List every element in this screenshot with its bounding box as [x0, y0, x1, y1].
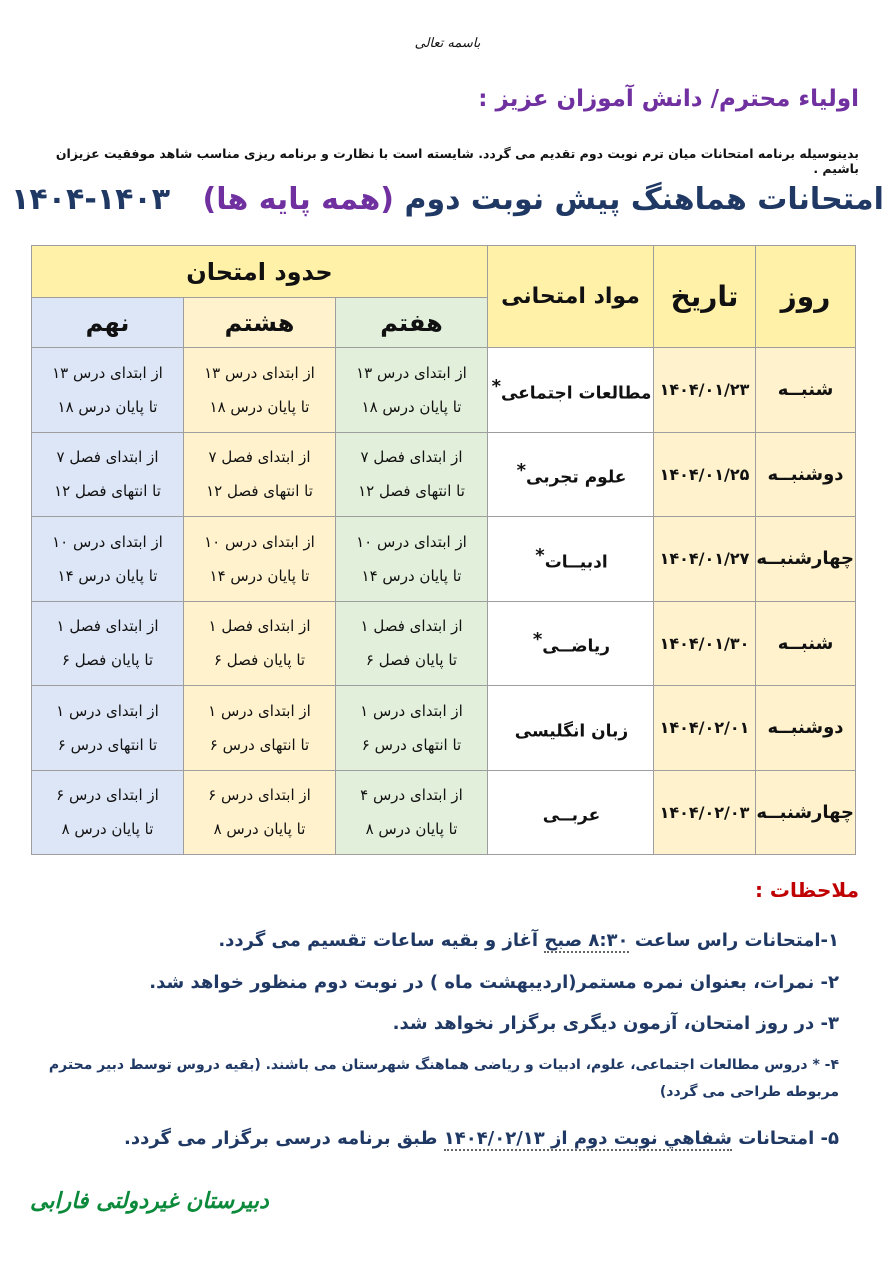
range-from: از ابتدای درس ۱۰ — [356, 532, 467, 551]
range-cell-g8 — [184, 432, 336, 517]
page-title — [0, 182, 895, 217]
subject-cell — [488, 432, 654, 517]
subject-cell — [488, 348, 654, 433]
header-grade7: هفتم — [336, 298, 488, 348]
range-cell-g8 — [184, 517, 336, 602]
note-4: ۴- * دروس مطالعات اجتماعی، علوم، ادبیات و ریاضی هماهنگ شهرستان می باشند. (بقیه دروس توسط دبیر محترم مربوطه طراحی می گردد) — [48, 1057, 839, 1100]
range-from: از ابتدای درس ۶ — [208, 786, 311, 805]
table-row — [32, 601, 856, 686]
range-to: تا انتهای فصل ۱۲ — [54, 482, 161, 501]
range-cell-g7 — [336, 601, 488, 686]
subject-name: عربــی — [542, 806, 601, 827]
range-from: از ابتدای درس ۱ — [360, 701, 463, 720]
range-to: تا پایان فصل ۶ — [61, 651, 154, 670]
range-to: تا پایان درس ۱۴ — [209, 566, 310, 585]
range-to: تا پایان فصل ۶ — [365, 651, 458, 670]
note-5-date: شفاهي نوبت دوم از ۱۴۰۴/۰۲/۱۳ — [443, 1128, 732, 1149]
range-cell-g7 — [336, 348, 488, 433]
range-cell-g7 — [336, 770, 488, 855]
note-1-before: ۱-امتحانات راس ساعت — [634, 930, 839, 951]
day-cell: چهارشنبــه — [756, 770, 856, 855]
subject-cell — [488, 770, 654, 855]
day-cell: دوشنبــه — [756, 432, 856, 517]
range-to: تا پایان فصل ۶ — [213, 651, 306, 670]
range-to: تا انتهای درس ۶ — [361, 735, 462, 754]
subject-name: زبان انگلیسی — [514, 721, 629, 742]
greeting: اولیاء محترم/ دانش آموزان عزیز : — [478, 86, 859, 112]
exam-schedule-table — [31, 245, 856, 855]
range-from: از ابتدای درس ۱۳ — [52, 363, 163, 382]
range-to: تا انتهای درس ۶ — [57, 735, 158, 754]
date-cell: ۱۴۰۴/۰۱/۲۷ — [654, 517, 756, 602]
title-paren: (همه پایه ها) — [202, 182, 394, 217]
range-cell-g8 — [184, 686, 336, 771]
note-5-after: طبق برنامه درسی برگزار می گردد. — [124, 1128, 438, 1149]
date-cell: ۱۴۰۴/۰۱/۳۰ — [654, 601, 756, 686]
note-2: ۲- نمرات، بعنوان نمره مستمر(اردیبهشت ماه ) در نوبت دوم منظور خواهد شد. — [149, 972, 839, 993]
range-cell-g8 — [184, 601, 336, 686]
range-to: تا انتهای فصل ۱۲ — [206, 482, 313, 501]
note-3: ۳- در روز امتحان، آزمون دیگری برگزار نخواهد شد. — [392, 1013, 839, 1034]
range-cell-g9 — [32, 601, 184, 686]
range-to: تا پایان درس ۱۸ — [361, 397, 462, 416]
day-cell: شنبــه — [756, 348, 856, 433]
title-year: ۱۴۰۳-۱۴۰۴ — [11, 182, 171, 217]
range-to: تا پایان درس ۱۸ — [57, 397, 158, 416]
top-note: باسمه تعالی — [414, 36, 481, 51]
title-main: امتحانات هماهنگ پیش نوبت دوم — [404, 182, 884, 217]
range-from: از ابتدای درس ۱۳ — [204, 363, 315, 382]
range-to: تا پایان درس ۱۴ — [361, 566, 462, 585]
range-from: از ابتدای فصل ۷ — [208, 448, 311, 467]
range-from: از ابتدای درس ۱۰ — [52, 532, 163, 551]
coordinated-star: * — [532, 629, 543, 651]
note-5 — [124, 1128, 839, 1149]
range-cell-g7 — [336, 686, 488, 771]
coordinated-star: * — [516, 460, 527, 482]
table-row — [32, 348, 856, 433]
range-cell-g9 — [32, 686, 184, 771]
range-from: از ابتدای فصل ۷ — [360, 448, 463, 467]
range-to: تا پایان درس ۸ — [213, 820, 306, 839]
note-5-before: ۵- امتحانات — [738, 1128, 839, 1149]
header-grade9: نهم — [32, 298, 184, 348]
range-from: از ابتدای درس ۶ — [56, 786, 159, 805]
range-from: از ابتدای درس ۱ — [208, 701, 311, 720]
day-cell: چهارشنبــه — [756, 517, 856, 602]
coordinated-star: * — [491, 375, 501, 397]
range-to: تا انتهای فصل ۱۲ — [358, 482, 465, 501]
range-from: از ابتدای فصل ۱ — [208, 617, 311, 636]
header-range: حدود امتحان — [32, 246, 488, 298]
table-row — [32, 770, 856, 855]
coordinated-star: * — [535, 544, 545, 566]
date-cell: ۱۴۰۴/۰۲/۰۱ — [654, 686, 756, 771]
range-to: تا پایان درس ۸ — [61, 820, 154, 839]
day-cell: دوشنبــه — [756, 686, 856, 771]
date-cell: ۱۴۰۴/۰۲/۰۳ — [654, 770, 756, 855]
header-grade8: هشتم — [184, 298, 336, 348]
range-cell-g7 — [336, 432, 488, 517]
intro-text: بدینوسیله برنامه امتحانات میان ترم نوبت دوم تقدیم می گردد. شایسته است با نظارت و برنامه ریزی مناسب شاهد موفقیت عزیزان باشیم . — [55, 146, 859, 176]
day-cell: شنبــه — [756, 601, 856, 686]
table-row — [32, 686, 856, 771]
range-cell-g7 — [336, 517, 488, 602]
subject-name: مطالعات اجتماعی — [500, 383, 652, 404]
table-row — [32, 432, 856, 517]
range-from: از ابتدای درس ۱۰ — [204, 532, 315, 551]
header-date: تاریخ — [654, 246, 756, 348]
note-1-time: ۸:۳۰ صبح — [544, 930, 629, 951]
header-day: روز — [756, 246, 856, 348]
range-from: از ابتدای درس ۱۳ — [356, 363, 467, 382]
subject-cell — [488, 601, 654, 686]
school-signature: دبیرستان غیردولتی فارابی — [30, 1188, 269, 1214]
date-cell: ۱۴۰۴/۰۱/۲۳ — [654, 348, 756, 433]
subject-cell — [488, 517, 654, 602]
range-cell-g8 — [184, 770, 336, 855]
subject-cell — [488, 686, 654, 771]
range-cell-g9 — [32, 770, 184, 855]
range-to: تا پایان درس ۸ — [365, 820, 458, 839]
note-1 — [218, 930, 839, 951]
range-cell-g9 — [32, 348, 184, 433]
range-from: از ابتدای فصل ۱ — [360, 617, 463, 636]
range-from: از ابتدای فصل ۷ — [56, 448, 159, 467]
range-cell-g9 — [32, 517, 184, 602]
subject-name: ادبیــات — [544, 552, 608, 573]
note-1-after: آغاز و بقیه ساعات تقسیم می گردد. — [218, 930, 539, 951]
range-to: تا انتهای درس ۶ — [209, 735, 310, 754]
subject-name: علوم تجربی — [526, 468, 627, 489]
range-cell-g9 — [32, 432, 184, 517]
range-from: از ابتدای درس ۱ — [56, 701, 159, 720]
table-row — [32, 517, 856, 602]
notes-title: ملاحظات : — [754, 878, 859, 902]
range-to: تا پایان درس ۱۸ — [209, 397, 310, 416]
subject-name: ریاضــی — [542, 637, 611, 658]
date-cell: ۱۴۰۴/۰۱/۲۵ — [654, 432, 756, 517]
range-from: از ابتدای فصل ۱ — [56, 617, 159, 636]
range-from: از ابتدای درس ۴ — [360, 786, 463, 805]
header-subject: مواد امتحانی — [488, 246, 654, 348]
range-cell-g8 — [184, 348, 336, 433]
range-to: تا پایان درس ۱۴ — [57, 566, 158, 585]
